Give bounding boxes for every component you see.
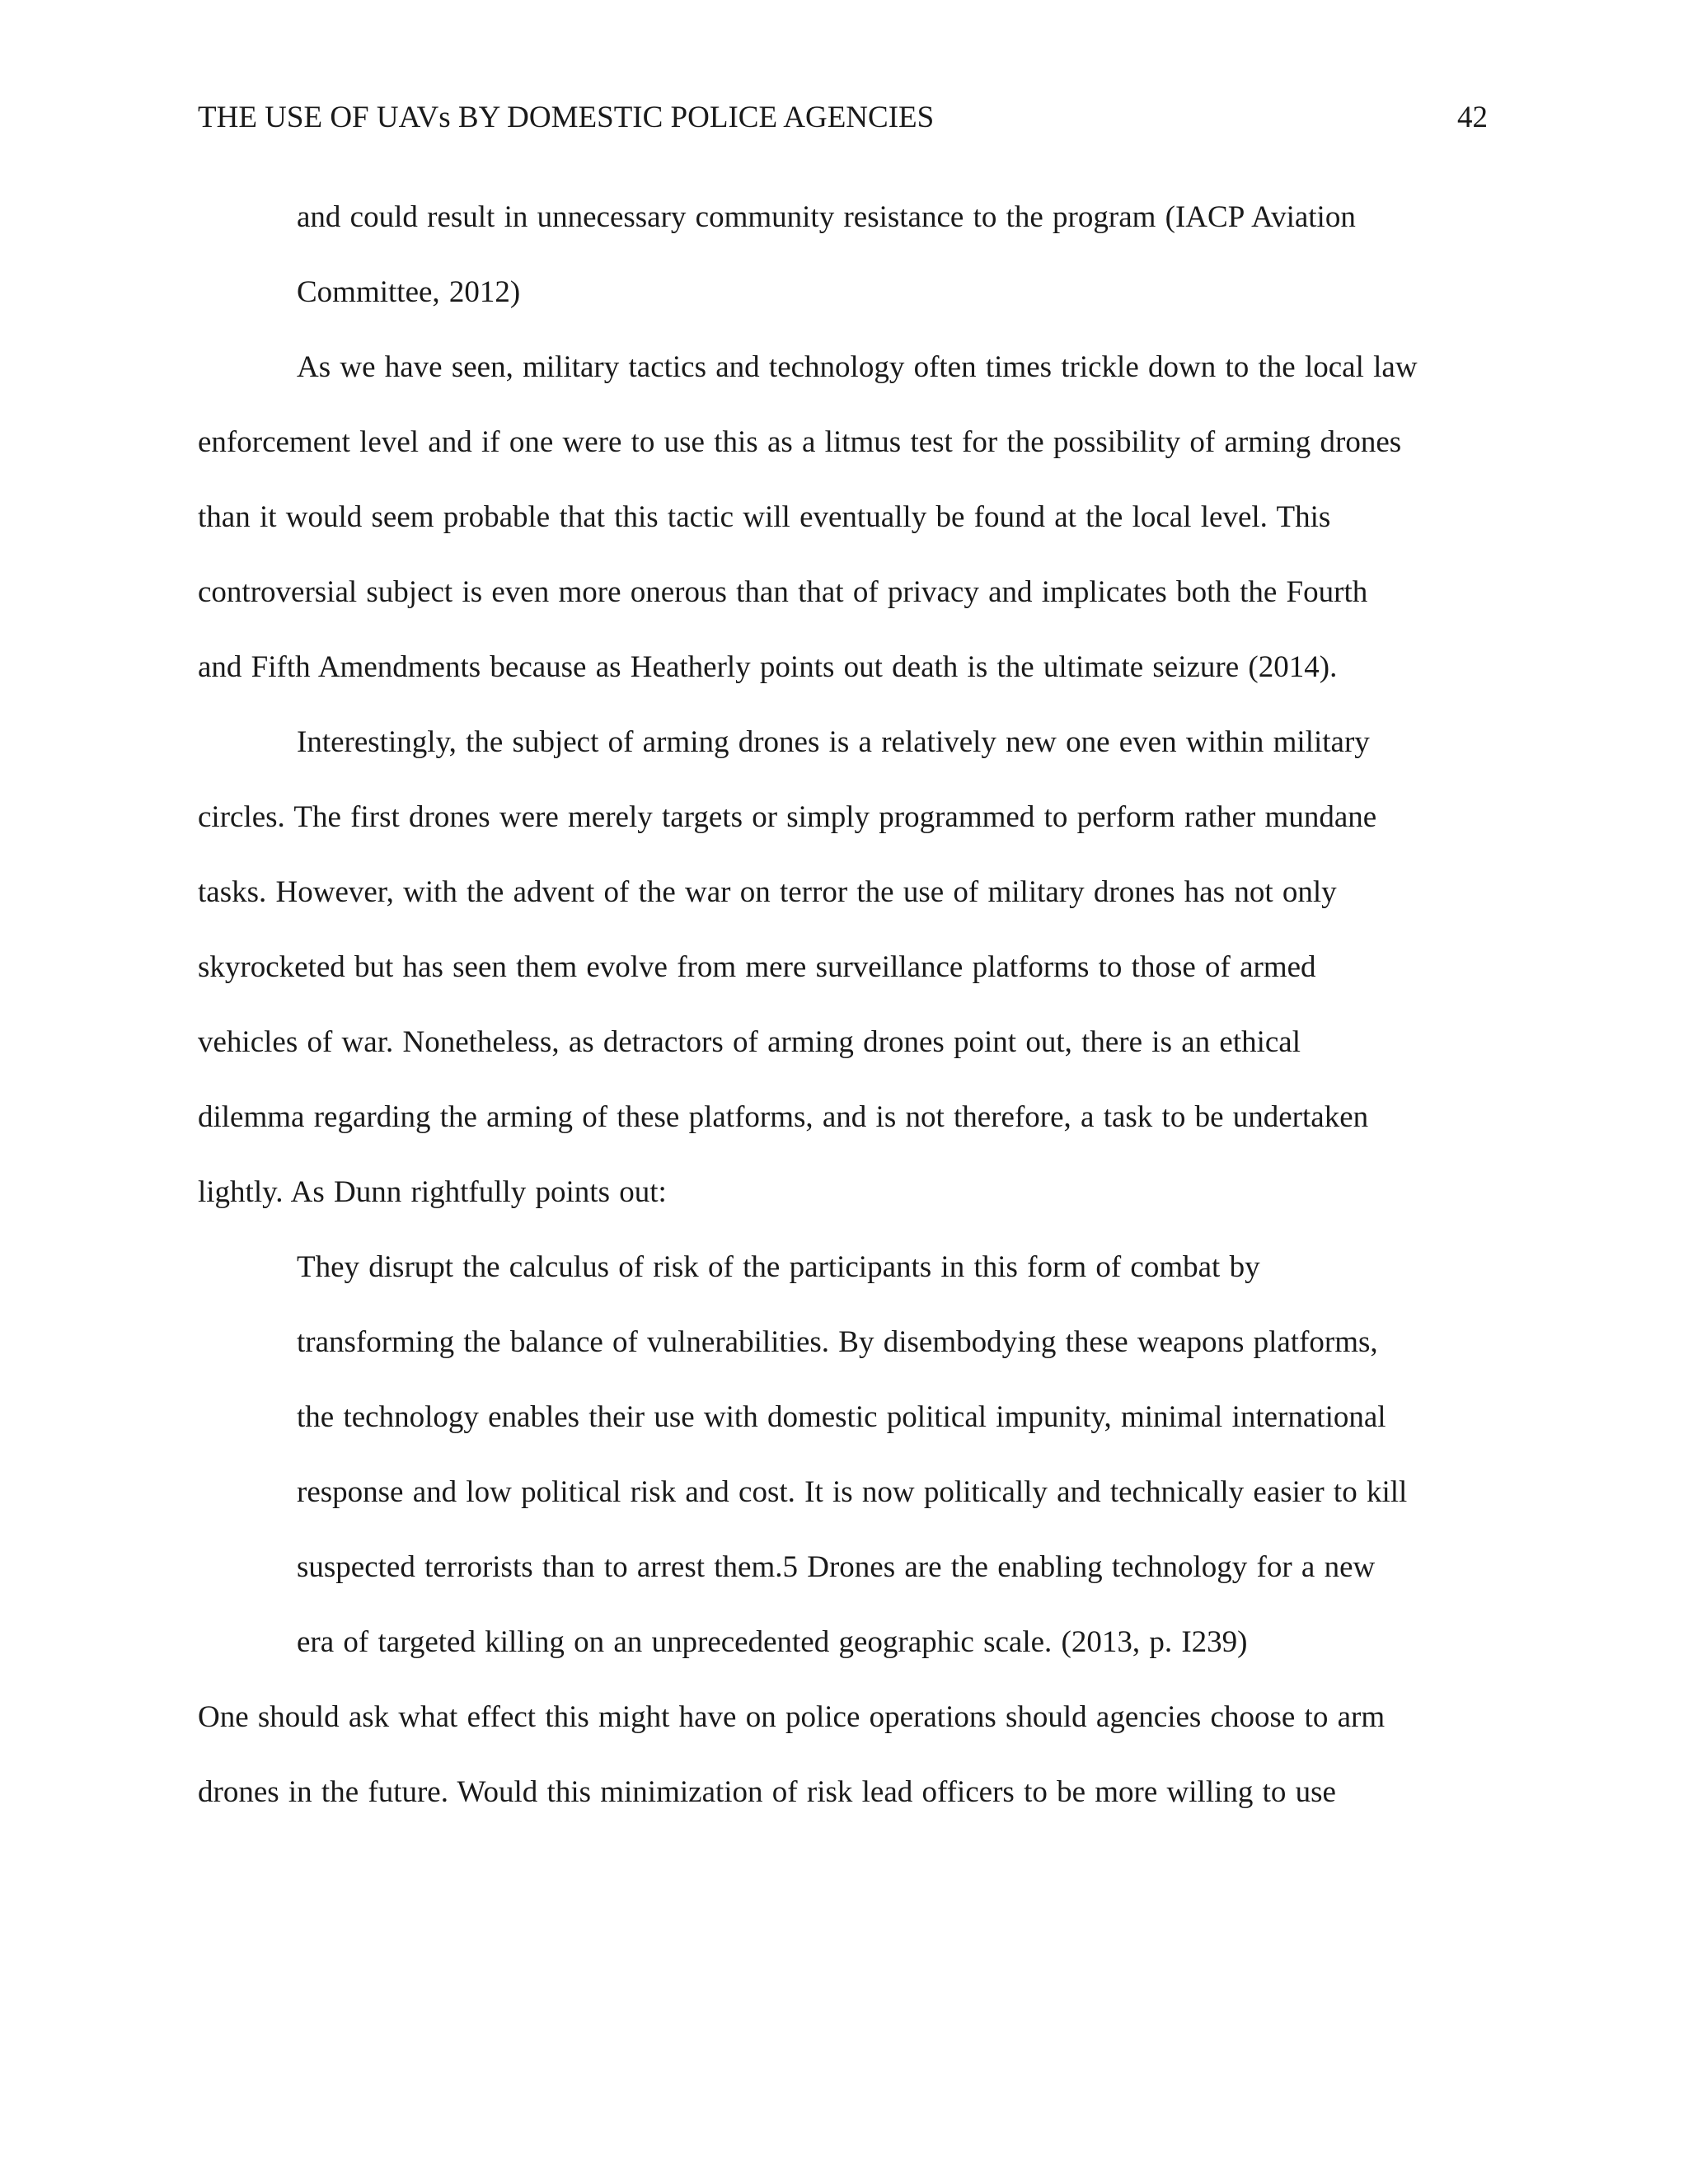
- running-head-title: THE USE OF UAVs BY DOMESTIC POLICE AGENCIES: [198, 101, 935, 134]
- page-header: [198, 97, 1490, 138]
- body-line: Committee, 2012): [297, 275, 521, 309]
- body-line: Interestingly, the subject of arming drones is a relatively new one even within military: [297, 725, 1370, 759]
- quote-line: era of targeted killing on an unprecedented geographic scale. (2013, p. I239): [297, 1625, 1248, 1659]
- quote-line: the technology enables their use with domestic political impunity, minimal international: [297, 1400, 1386, 1434]
- body-line: tasks. However, with the advent of the war on terror the use of military drones has not only: [198, 875, 1337, 909]
- quote-line: response and low political risk and cost. It is now politically and technically easier to kill: [297, 1475, 1408, 1509]
- body-line: drones in the future. Would this minimization of risk lead officers to be more willing to use: [198, 1775, 1336, 1809]
- body-line: lightly. As Dunn rightfully points out:: [198, 1175, 667, 1209]
- body-line: As we have seen, military tactics and technology often times trickle down to the local law: [297, 350, 1418, 384]
- page-number: 42: [1457, 101, 1488, 134]
- quote-line: transforming the balance of vulnerabilities. By disembodying these weapons platforms,: [297, 1325, 1378, 1359]
- body-line: One should ask what effect this might have on police operations should agencies choose to arm: [198, 1700, 1386, 1734]
- body-line: than it would seem probable that this tactic will eventually be found at the local level. This: [198, 500, 1331, 534]
- body-line: and could result in unnecessary community resistance to the program (IACP Aviation: [297, 200, 1356, 234]
- body-line: circles. The first drones were merely targets or simply programmed to perform rather mundane: [198, 800, 1377, 834]
- body-line: dilemma regarding the arming of these platforms, and is not therefore, a task to be undertaken: [198, 1100, 1369, 1134]
- body-line: controversial subject is even more onerous than that of privacy and implicates both the Fourth: [198, 575, 1368, 609]
- body-line: vehicles of war. Nonetheless, as detractors of arming drones point out, there is an ethical: [198, 1025, 1301, 1059]
- quote-line: suspected terrorists than to arrest them.5 Drones are the enabling technology for a new: [297, 1550, 1376, 1584]
- body-line: enforcement level and if one were to use this as a litmus test for the possibility of arming drones: [198, 425, 1402, 459]
- quote-line: They disrupt the calculus of risk of the participants in this form of combat by: [297, 1250, 1260, 1284]
- body-line: skyrocketed but has seen them evolve from mere surveillance platforms to those of armed: [198, 950, 1316, 984]
- body-line: and Fifth Amendments because as Heatherly points out death is the ultimate seizure (2014).: [198, 650, 1338, 684]
